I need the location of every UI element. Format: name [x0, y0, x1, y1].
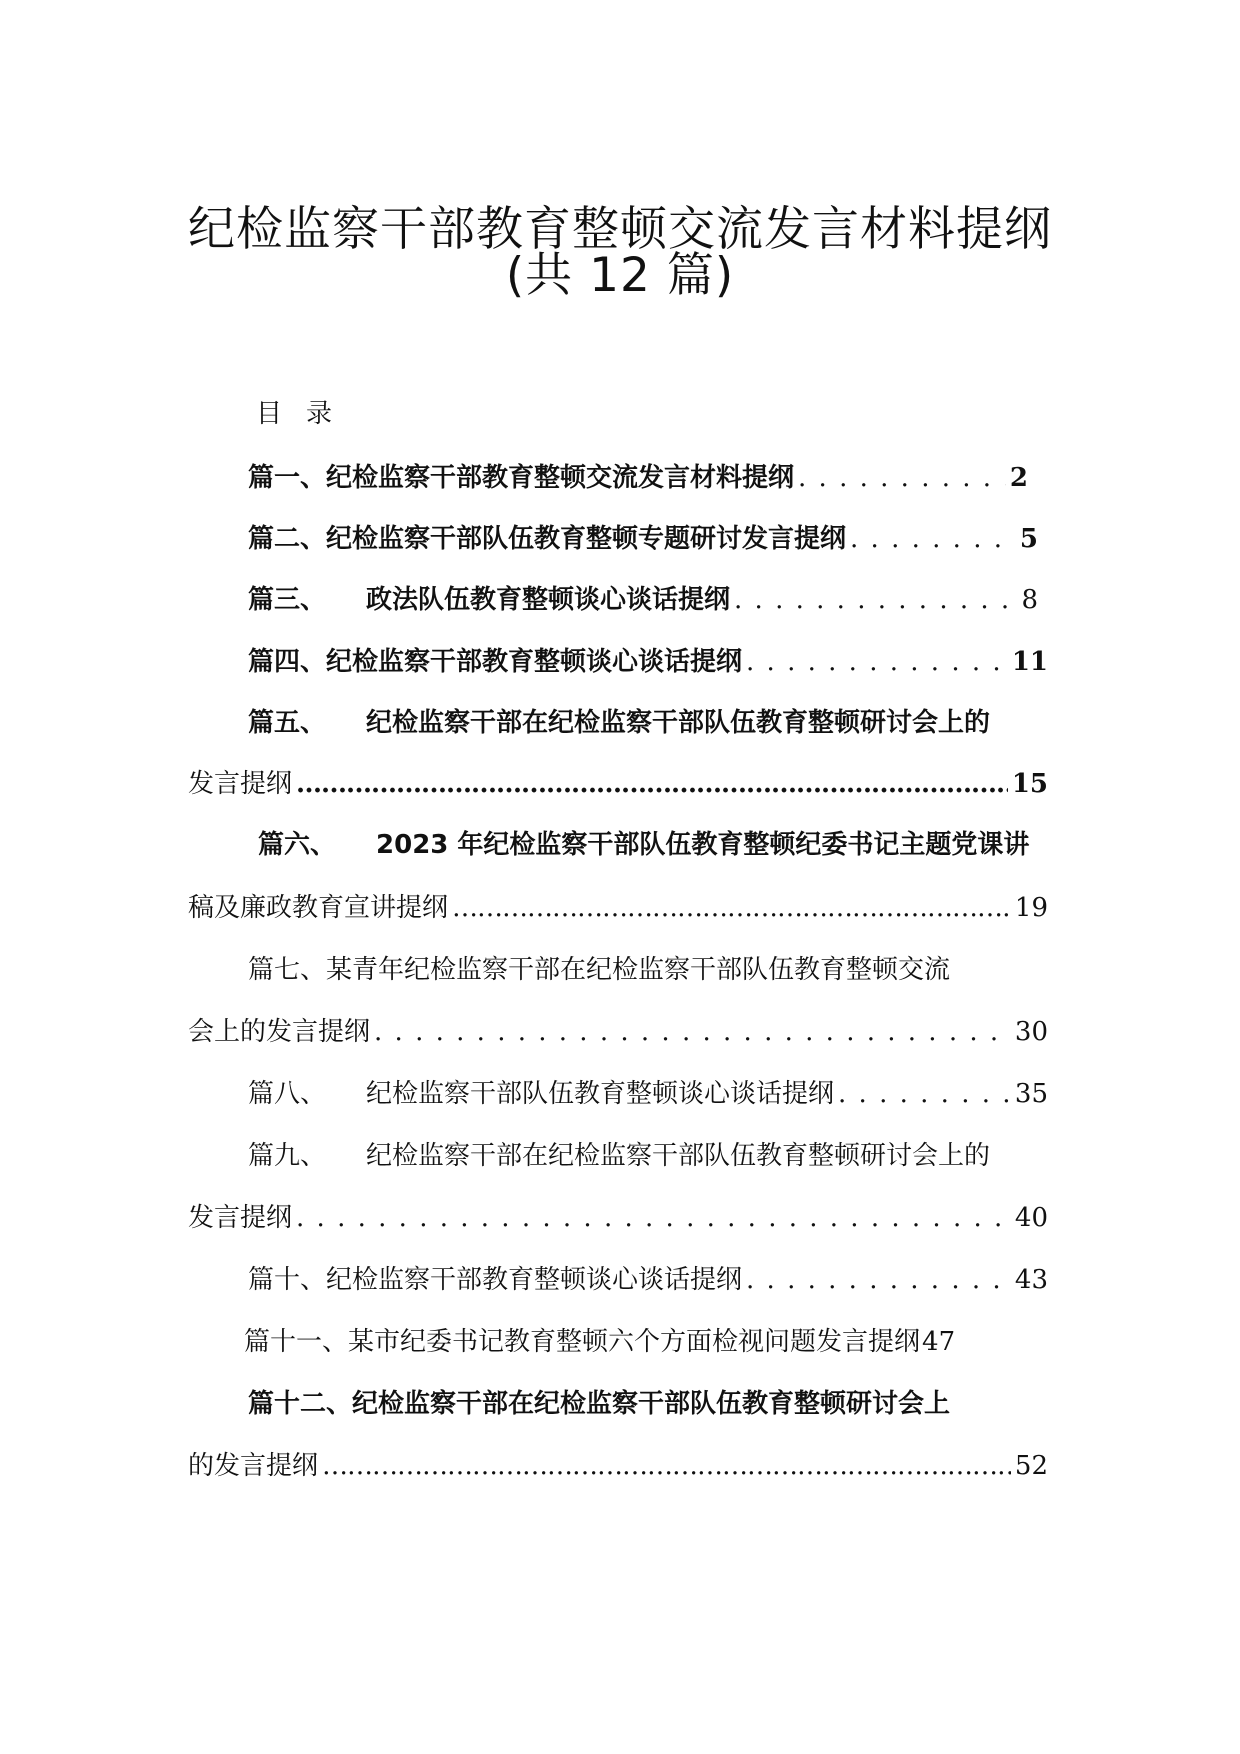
toc-entry-title: 纪检监察干部队伍教育整顿谈心谈话提纲	[366, 1079, 835, 1109]
toc-entry-8[interactable]	[248, 1068, 1048, 1114]
toc-entry-6[interactable]	[258, 819, 1058, 865]
toc-entry-title-cont: 会上的发言提纲	[188, 1017, 371, 1047]
toc-entry-title: 纪检监察干部教育整顿谈心谈话提纲	[326, 1265, 743, 1295]
toc-entry-11[interactable]	[244, 1316, 1064, 1362]
toc-page-number: 40	[1014, 1203, 1048, 1233]
toc-entry-title: 纪检监察干部在纪检监察干部队伍教育整顿研讨会上的	[366, 1141, 991, 1171]
toc-entry-title-cont: 发言提纲	[188, 769, 293, 799]
toc-page-number: 11	[1011, 647, 1048, 677]
toc-entry-title: 纪检监察干部队伍教育整顿专题研讨发言提纲	[326, 524, 847, 554]
document-title-line2: (共 12 篇)	[505, 248, 735, 303]
toc-entry-prefix: 篇二、	[248, 524, 327, 554]
toc-entry-prefix: 篇四、	[248, 647, 327, 677]
toc-entry-title: 某青年纪检监察干部在纪检监察干部队伍教育整顿交流	[326, 955, 951, 985]
dot-leader	[322, 1446, 1011, 1486]
toc-page-number: 30	[1014, 1017, 1048, 1047]
toc-entry-1[interactable]	[248, 452, 1028, 498]
toc-entry-title: 纪检监察干部在纪检监察干部队伍教育整顿研讨会上	[352, 1389, 951, 1419]
toc-entry-7[interactable]	[248, 944, 1048, 990]
toc-page-number: 8	[1021, 585, 1038, 615]
toc-page-number: 43	[1014, 1265, 1048, 1295]
toc-entry-title-cont: 发言提纲	[188, 1203, 293, 1233]
dot-leader	[296, 1198, 1011, 1238]
toc-entry-title: 2023 年纪检监察干部队伍教育整顿纪委书记主题党课讲	[376, 830, 1030, 860]
toc-page-number: 15	[1011, 769, 1048, 799]
toc-entry-10[interactable]	[248, 1254, 1048, 1300]
toc-entry-4[interactable]	[248, 636, 1048, 682]
dot-leader	[374, 1012, 1011, 1052]
toc-entry-5-continued[interactable]	[188, 758, 1048, 804]
toc-entry-5[interactable]	[248, 697, 1048, 743]
toc-entry-3[interactable]	[248, 574, 1038, 620]
dot-leader	[746, 642, 1008, 682]
toc-entry-title: 纪检监察干部教育整顿交流发言材料提纲	[326, 463, 795, 493]
dot-leader	[746, 1260, 1011, 1300]
dot-leader	[850, 519, 1016, 559]
toc-entry-title: 政法队伍教育整顿谈心谈话提纲	[366, 585, 731, 615]
dot-leader	[838, 1074, 1011, 1114]
toc-entry-6-continued[interactable]	[188, 882, 1048, 928]
toc-entry-9-continued[interactable]	[188, 1192, 1048, 1238]
toc-page-number: 2	[1009, 463, 1028, 493]
dot-leader	[296, 764, 1008, 804]
toc-page-number: 52	[1014, 1451, 1048, 1481]
toc-entry-prefix: 篇六、	[258, 830, 337, 860]
toc-entry-12[interactable]	[248, 1378, 1048, 1424]
toc-entry-prefix: 篇十二、	[248, 1389, 353, 1419]
toc-entry-prefix: 篇七、	[248, 955, 327, 985]
toc-entry-title: 某市纪委书记教育整顿六个方面检视问题发言提纲	[348, 1327, 921, 1357]
toc-entry-prefix: 篇十、	[248, 1265, 327, 1295]
toc-entry-2[interactable]	[248, 513, 1038, 559]
toc-entry-prefix: 篇九、	[248, 1141, 327, 1171]
toc-page-number: 35	[1014, 1079, 1048, 1109]
dot-leader	[452, 888, 1011, 928]
toc-entry-prefix: 篇一、	[248, 463, 327, 493]
toc-entry-prefix: 篇三、	[248, 585, 327, 615]
toc-entry-9[interactable]	[248, 1130, 1048, 1176]
toc-entry-12-continued[interactable]	[188, 1440, 1048, 1486]
toc-entry-title-cont: 的发言提纲	[188, 1451, 319, 1481]
toc-page-number: 19	[1014, 893, 1048, 923]
dot-leader	[734, 580, 1017, 620]
toc-page-number: 5	[1019, 524, 1038, 554]
toc-heading: 目录	[256, 399, 357, 429]
toc-page-number: 47	[922, 1327, 956, 1357]
toc-entry-title: 纪检监察干部在纪检监察干部队伍教育整顿研讨会上的	[366, 708, 991, 738]
document-title-line1: 纪检监察干部教育整顿交流发言材料提纲	[188, 202, 1052, 257]
toc-entry-7-continued[interactable]	[188, 1006, 1048, 1052]
dot-leader	[798, 458, 1006, 498]
toc-entry-prefix: 篇十一、	[244, 1327, 349, 1357]
toc-entry-prefix: 篇八、	[248, 1079, 327, 1109]
toc-entry-title: 纪检监察干部教育整顿谈心谈话提纲	[326, 647, 743, 677]
toc-entry-title-cont: 稿及廉政教育宣讲提纲	[188, 893, 449, 923]
toc-entry-prefix: 篇五、	[248, 708, 327, 738]
